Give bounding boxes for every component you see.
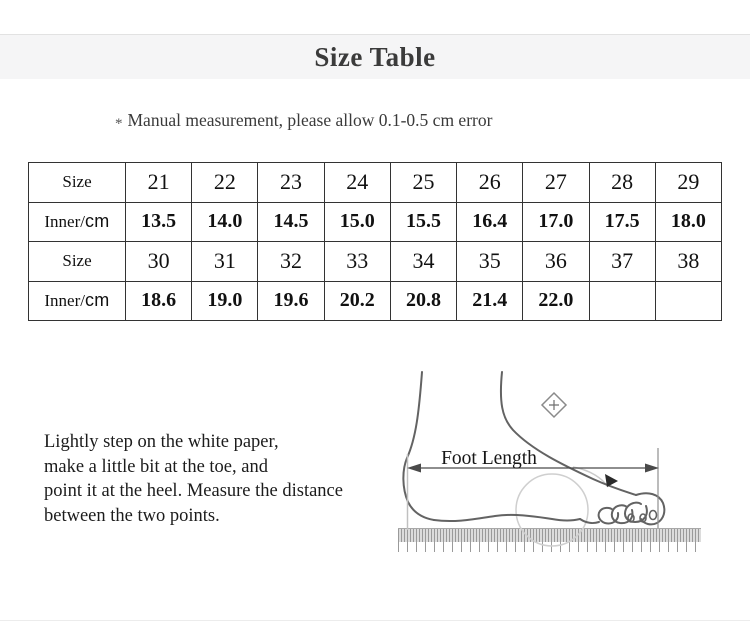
- inner-value: 19.6: [258, 281, 324, 321]
- size-table: [28, 162, 722, 321]
- cm-unit-label: cm: [84, 211, 110, 232]
- foot-length-label: Foot Length: [441, 448, 537, 469]
- size-value: 37: [589, 242, 655, 282]
- instruction-line: make a little bit at the toe, and: [44, 456, 268, 477]
- inner-value: 15.0: [324, 202, 390, 242]
- size-value: 25: [390, 163, 456, 203]
- empty-cell: [589, 281, 655, 321]
- measurement-error-note: [115, 110, 492, 131]
- title-band: [0, 34, 750, 79]
- size-value: 27: [523, 163, 589, 203]
- arrow-left-icon: [407, 464, 421, 473]
- inner-value: 22.0: [523, 281, 589, 321]
- inner-value: 20.8: [390, 281, 456, 321]
- section-divider: [0, 620, 750, 621]
- inner-value: 13.5: [126, 202, 192, 242]
- inner-label: Inner/: [44, 291, 85, 311]
- inner-value: 19.0: [192, 281, 258, 321]
- table-row-sizes-2: [29, 242, 722, 282]
- note-text: Manual measurement, please allow 0.1-0.5 cm error: [127, 110, 493, 130]
- size-value: 38: [655, 242, 721, 282]
- asterisk-marker: *: [115, 116, 123, 132]
- arrow-right-icon: [645, 464, 659, 473]
- table-row-inner-2: [29, 281, 722, 321]
- inner-value: 18.6: [126, 281, 192, 321]
- inner-value: 17.5: [589, 202, 655, 242]
- inner-value: 16.4: [457, 202, 523, 242]
- inner-value: 14.5: [258, 202, 324, 242]
- size-value: 26: [457, 163, 523, 203]
- table-row-inner-1: [29, 202, 722, 242]
- size-value: 34: [390, 242, 456, 282]
- instruction-line: point it at the heel. Measure the distance: [44, 481, 343, 501]
- inner-value: 15.5: [390, 202, 456, 242]
- size-value: 35: [457, 242, 523, 282]
- page-title: Size Table: [314, 41, 436, 72]
- cm-unit-label: cm: [84, 290, 110, 311]
- row-label-inner-cm: [29, 202, 126, 242]
- foot-measurement-diagram: [380, 360, 750, 580]
- measurement-instructions: [44, 430, 343, 528]
- size-value: 32: [258, 242, 324, 282]
- inner-label: Inner/: [44, 212, 85, 232]
- size-value: 36: [523, 242, 589, 282]
- foot-length-measure: [407, 448, 659, 530]
- size-value: 29: [655, 163, 721, 203]
- size-value: 28: [589, 163, 655, 203]
- table-row-sizes-1: [29, 163, 722, 203]
- row-label-size: Size: [29, 242, 126, 282]
- row-label-size: Size: [29, 163, 126, 203]
- size-value: 21: [126, 163, 192, 203]
- size-value: 30: [126, 242, 192, 282]
- size-value: 23: [258, 163, 324, 203]
- instep-arrow-icon: [605, 474, 618, 487]
- diamond-plus-icon: [542, 393, 566, 417]
- size-value: 24: [324, 163, 390, 203]
- size-value: 33: [324, 242, 390, 282]
- inner-value: 21.4: [457, 281, 523, 321]
- empty-cell: [655, 281, 721, 321]
- instruction-line: Lightly step on the white paper,: [44, 432, 279, 452]
- inner-value: 17.0: [523, 202, 589, 242]
- inner-value: 18.0: [655, 202, 721, 242]
- instruction-line: between the two points.: [44, 505, 220, 526]
- size-value: 31: [192, 242, 258, 282]
- row-label-inner-cm: [29, 281, 126, 321]
- size-value: 22: [192, 163, 258, 203]
- inner-value: 14.0: [192, 202, 258, 242]
- inner-value: 20.2: [324, 281, 390, 321]
